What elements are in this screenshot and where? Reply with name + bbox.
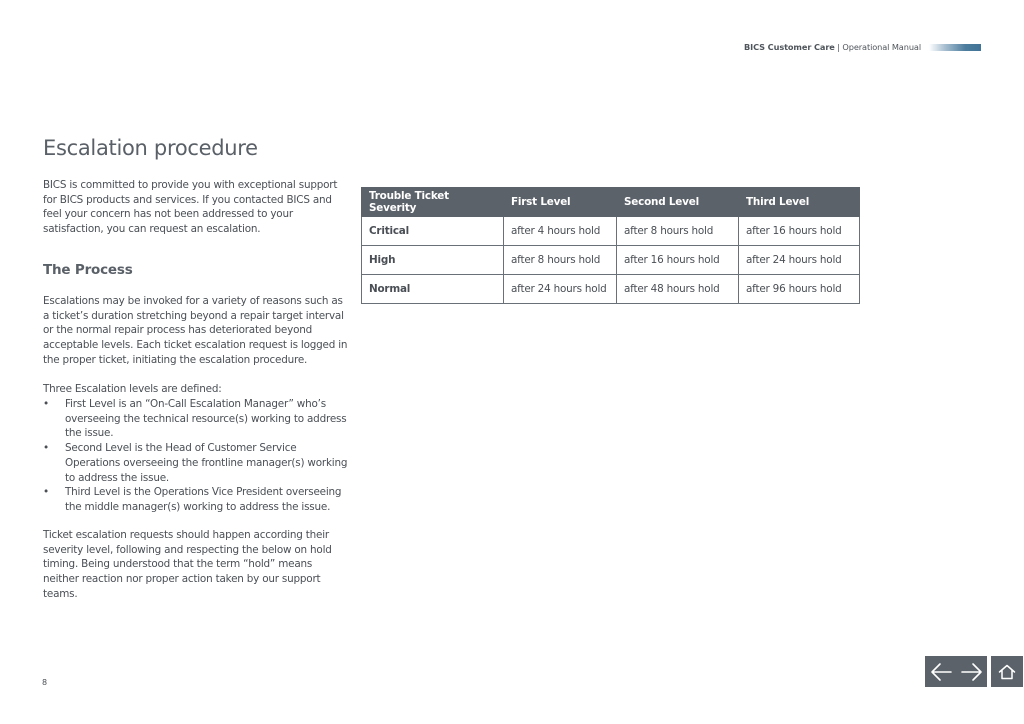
table-header-row: [362, 188, 860, 217]
escalation-timing-table: [361, 187, 860, 304]
home-button[interactable]: [991, 656, 1023, 687]
process-paragraph: Escalations may be invoked for a variety of reasons such as a ticket’s duration stretching beyond a repair target interval or the normal repair process has deteriorated beyond acceptable levels. Each ticket escalation request is logged in the proper ticket, initiating the escalation procedure.: [43, 295, 348, 366]
header-brand: BICS Customer Care: [743, 42, 835, 52]
header-accent-bar: [929, 44, 981, 51]
closing-paragraph: Ticket escalation requests should happen according their severity level, following and respecting the below on hold timing. Being understood that the term “hold” means neither reaction nor proper action taken by our support teams.: [43, 529, 332, 600]
header-document: Operational Manual: [842, 42, 921, 52]
list-item-text: First Level is an “On-Call Escalation Manager” who’s overseeing the technical resource(s) working to address the issue.: [65, 398, 347, 440]
list-item-text: Third Level is the Operations Vice President overseeing the middle manager(s) working to address the issue.: [65, 486, 342, 513]
table-cell: after 24 hours hold: [504, 275, 617, 304]
bullet-icon: •: [43, 398, 49, 410]
column-header: Trouble Ticket Severity: [362, 188, 504, 217]
table-row: [362, 246, 860, 275]
header-text: [744, 42, 921, 52]
page-title: Escalation procedure: [43, 136, 258, 160]
table-cell: after 8 hours hold: [504, 246, 617, 275]
table-cell: after 96 hours hold: [739, 275, 860, 304]
table-cell: after 4 hours hold: [504, 217, 617, 246]
table-cell: after 16 hours hold: [739, 217, 860, 246]
levels-intro: Three Escalation levels are defined:: [43, 383, 222, 395]
column-header: First Level: [504, 188, 617, 217]
escalation-levels-list: [43, 397, 348, 515]
header-separator: |: [834, 42, 843, 52]
bullet-icon: •: [43, 486, 49, 499]
table-row: [362, 217, 860, 246]
page-number: 8: [42, 678, 48, 687]
next-page-button[interactable]: [960, 662, 984, 682]
intro-paragraph: BICS is committed to provide you with exceptional support for BICS products and services. If you contacted BICS and feel your concern has not been addressed to your satisfaction, you can request an escalation.: [43, 179, 338, 236]
table-cell: after 8 hours hold: [617, 217, 739, 246]
severity-cell: Critical: [362, 217, 504, 246]
list-item: [43, 485, 348, 514]
bullet-icon: •: [43, 442, 49, 455]
list-item-text: Second Level is the Head of Customer Service Operations overseeing the frontline manager(s) working to address the issue.: [65, 442, 348, 484]
prev-next-buttons: [925, 656, 987, 687]
list-item: [43, 397, 348, 441]
previous-page-button[interactable]: [929, 662, 953, 682]
running-header: [740, 41, 981, 53]
home-icon: [998, 664, 1016, 680]
table-cell: after 16 hours hold: [617, 246, 739, 275]
table-cell: after 48 hours hold: [617, 275, 739, 304]
page-navigation: [925, 656, 1023, 687]
arrow-right-icon: [960, 662, 984, 682]
section-title: The Process: [43, 262, 133, 278]
column-header: Third Level: [739, 188, 860, 217]
arrow-left-icon: [929, 662, 953, 682]
table-row: [362, 275, 860, 304]
list-item: [43, 441, 348, 485]
column-header: Second Level: [617, 188, 739, 217]
severity-cell: High: [362, 246, 504, 275]
severity-cell: Normal: [362, 275, 504, 304]
table-cell: after 24 hours hold: [739, 246, 860, 275]
